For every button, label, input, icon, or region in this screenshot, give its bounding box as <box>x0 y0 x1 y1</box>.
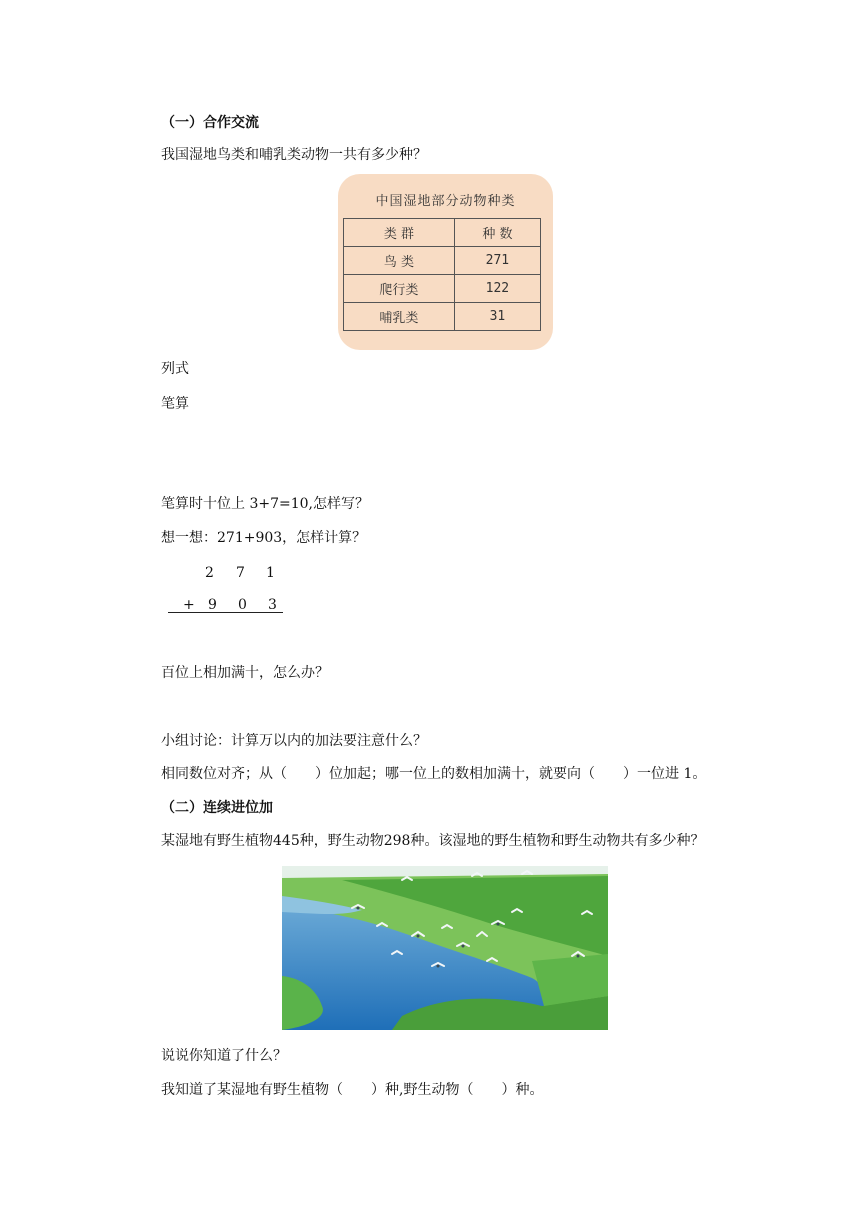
rule-text: 相同数位对齐；从（ ）位加起；哪一位上的数相加满十，就要向（ ）一位进 1。 <box>161 766 707 782</box>
think-prompt: 想一想：271+903，怎样计算？ <box>161 530 367 546</box>
written-calc-label: 笔算 <box>161 396 189 412</box>
table-header-cell: 类 群 <box>344 219 455 247</box>
problem-text: 某湿地有野生植物445种，野生动物298种。该湿地的野生植物和野生动物共有多少种？ <box>161 833 705 849</box>
table-header-row <box>344 219 541 247</box>
table-cell-group: 鸟 类 <box>344 247 455 275</box>
top-digit: 2 <box>205 565 214 581</box>
wetland-illustration <box>282 866 608 1030</box>
table-row <box>344 247 541 275</box>
formula-label: 列式 <box>161 361 189 377</box>
plus-sign: + <box>183 597 195 613</box>
table-row <box>344 275 541 303</box>
group-discussion: 小组讨论：计算万以内的加法要注意什么？ <box>161 733 427 749</box>
table-row <box>344 303 541 331</box>
say-prompt: 说说你知道了什么？ <box>161 1048 287 1064</box>
section-heading-2: （二）连续进位加 <box>161 800 273 816</box>
table-cell-group: 哺乳类 <box>344 303 455 331</box>
species-table-card <box>338 174 553 350</box>
wetland-photo <box>282 866 608 1030</box>
sum-line <box>168 612 283 613</box>
table-cell-count: 31 <box>454 303 540 331</box>
top-digit: 1 <box>266 565 275 581</box>
bottom-digit: 0 <box>238 597 247 613</box>
section-heading-1: （一）合作交流 <box>161 115 259 131</box>
bottom-digit: 9 <box>208 597 217 613</box>
tens-question: 笔算时十位上 3+7=10,怎样写？ <box>161 496 369 512</box>
know-text: 我知道了某湿地有野生植物（ ）种,野生动物（ ）种。 <box>161 1082 544 1098</box>
table-cell-count: 122 <box>454 275 540 303</box>
table-title: 中国湿地部分动物种类 <box>375 194 516 209</box>
table-cell-count: 271 <box>454 247 540 275</box>
hundreds-question: 百位上相加满十，怎么办？ <box>161 665 329 681</box>
question-text: 我国湿地鸟类和哺乳类动物一共有多少种？ <box>161 147 427 163</box>
top-digit: 7 <box>236 565 245 581</box>
bottom-digit: 3 <box>268 597 277 613</box>
table-header-cell: 种 数 <box>454 219 540 247</box>
table-cell-group: 爬行类 <box>344 275 455 303</box>
species-table <box>343 218 541 331</box>
